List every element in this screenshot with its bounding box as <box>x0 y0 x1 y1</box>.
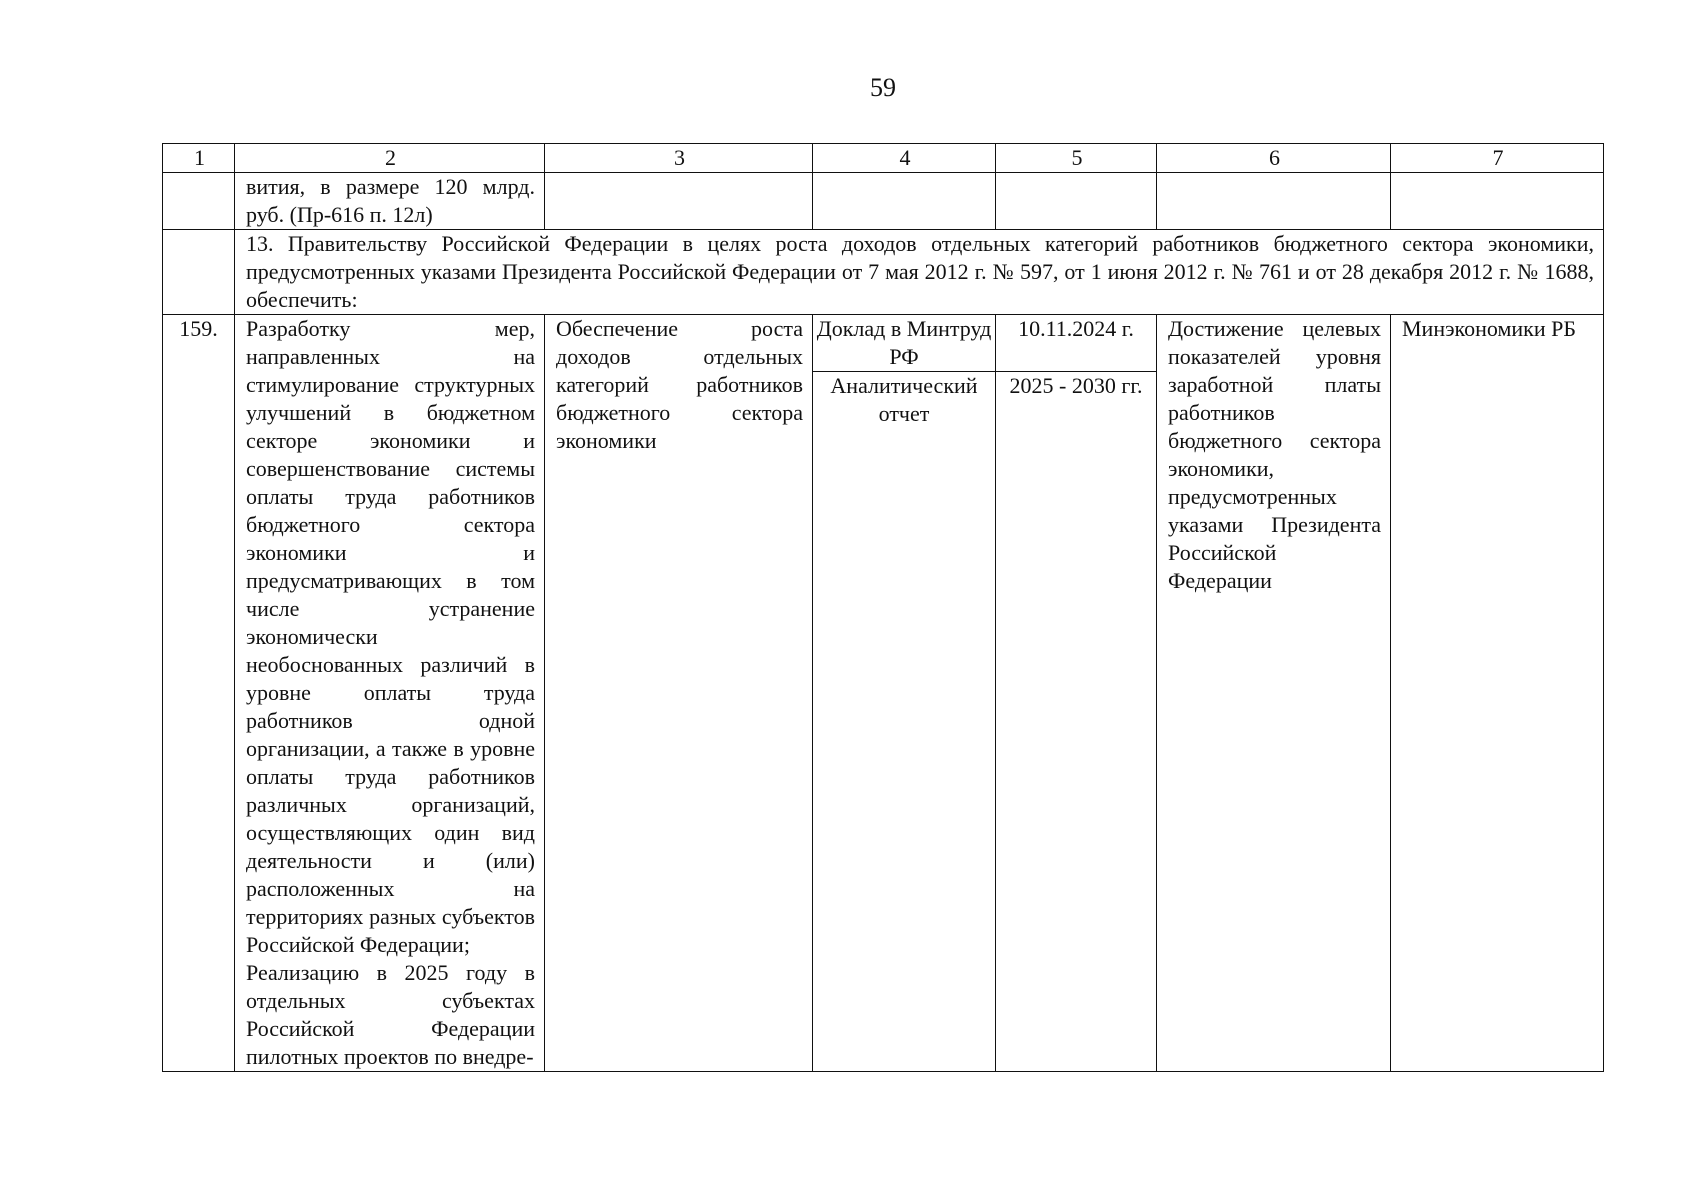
continuation-row <box>163 173 1604 230</box>
responsible-cell: Минэкономики РБ <box>1391 315 1604 1072</box>
deadline-cell <box>996 315 1157 1072</box>
continuation-cell-5 <box>996 173 1157 230</box>
column-header-row <box>163 144 1604 173</box>
measures-table <box>162 143 1604 1072</box>
section-row <box>163 230 1604 315</box>
section-heading: 13. Правительству Российской Федерации в целях роста доходов отдельных категорий работников бюджетного сектора экономики, предусмотренных указами Президента Российской Федерации от 7 мая 2012 г. № 597, от 1 июня 2012 г. № 761 и от 28 декабря 2012 г. № 1688, обеспечить: <box>235 230 1604 315</box>
report-cell <box>813 315 996 1072</box>
item-number: 159. <box>163 315 235 1072</box>
result-cell: Достижение целевых показателей уровня заработной платы работников бюджетного сектора экономики, предусмотренных указами Президента Российской Федерации <box>1157 315 1391 1072</box>
report-type-1: Доклад в Минтруд РФ <box>813 315 995 372</box>
goal-cell: Обеспечение роста доходов отдельных категорий работников бюджетного сектора экономики <box>545 315 813 1072</box>
continuation-cell-6 <box>1157 173 1391 230</box>
column-header-7: 7 <box>1391 144 1604 173</box>
column-header-2: 2 <box>235 144 545 173</box>
continuation-cell-3 <box>545 173 813 230</box>
measure-cell <box>235 315 545 1072</box>
column-header-4: 4 <box>813 144 996 173</box>
deadline-1: 10.11.2024 г. <box>996 315 1156 372</box>
table-row <box>163 315 1604 1072</box>
deadline-2: 2025 - 2030 гг. <box>1009 373 1143 398</box>
continuation-cell-4 <box>813 173 996 230</box>
measure-text-part1: Разработку мер, направленных на стимулирование структурных улучшений в бюджетном секторе экономики и совершенствование системы оплаты труда работников бюджетного сектора экономики и предусматривающих в том числе устранение экономически необоснованных различий в уровне оплаты труда работников одной организации, а также в уровне оплаты труда работников различных организаций, осуществляющих один вид деятельности и (или) расположенных на территориях разных субъектов Российской Федерации; <box>246 316 535 957</box>
section-number-cell <box>163 230 235 315</box>
page-number: 59 <box>870 73 896 102</box>
report-type-2: Аналитический отчет <box>830 373 978 426</box>
continuation-cell-1 <box>163 173 235 230</box>
column-header-1: 1 <box>163 144 235 173</box>
measure-text-part2: Реализацию в 2025 году в отдельных субъектах Российской Федерации пилотных проектов по внедре- <box>246 960 535 1069</box>
column-header-3: 3 <box>545 144 813 173</box>
continuation-cell-7 <box>1391 173 1604 230</box>
column-header-6: 6 <box>1157 144 1391 173</box>
column-header-5: 5 <box>996 144 1157 173</box>
continuation-text: вития, в размере 120 млрд. руб. (Пр-616 п. 12л) <box>235 173 545 230</box>
